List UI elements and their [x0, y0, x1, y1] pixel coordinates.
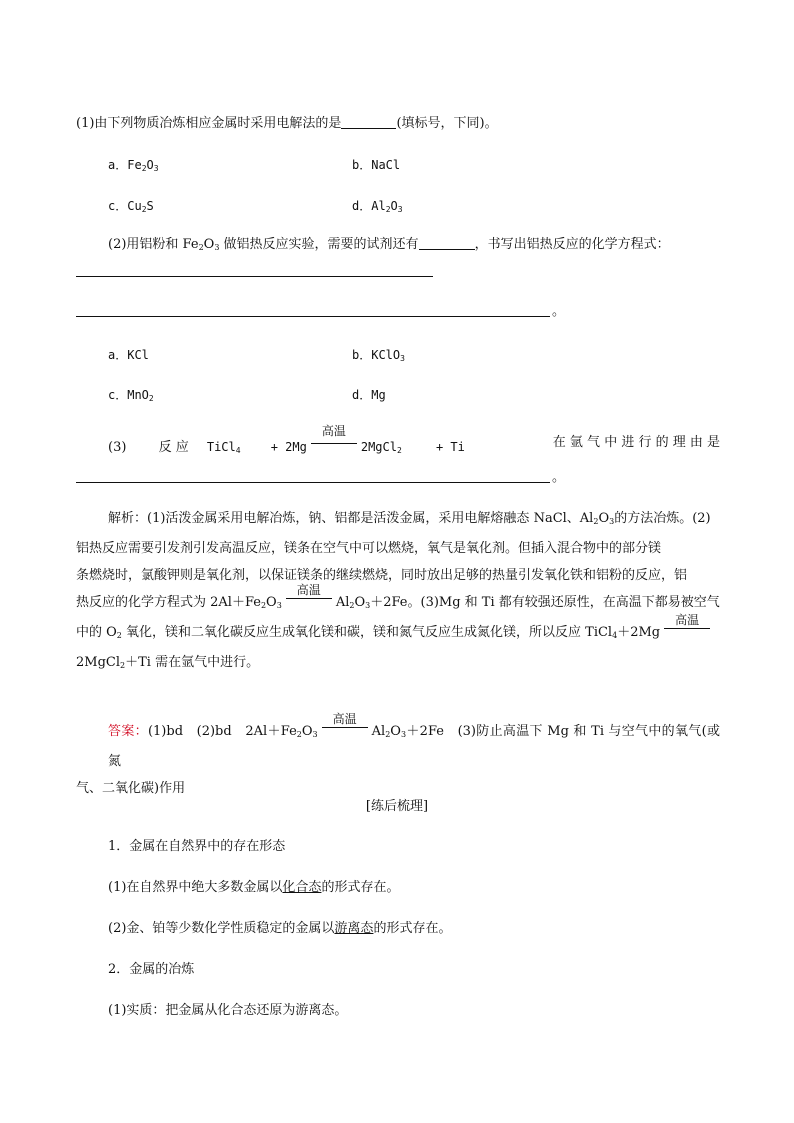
question-2: (2)用铝粉和 $Fe_2O_3$ 做铝热反应实验，需要的试剂还有 ，书写出铝热反应的化学方程式： [108, 237, 670, 252]
question-1-number: (1) [76, 116, 95, 131]
review-heading-2: 2．金属的冶炼 [108, 962, 195, 977]
option-1d: d．$Al_2O_3$ [352, 199, 403, 214]
question-1-text: 由下列物质冶炼相应金属时采用电解法的是 [94, 116, 342, 131]
option-1b: b．NaCl [352, 158, 401, 172]
review-paragraph-3: (1)实质：把金属从化合态还原为游离态。 [108, 1003, 348, 1018]
answer-line-2-end: 。 [552, 304, 566, 319]
reaction-condition-arrow: 高温 [286, 589, 332, 607]
underlined-term: 化合态 [282, 880, 322, 895]
review-paragraph-1: (1)在自然界中绝大多数金属以化合态的形式存在。 [108, 880, 400, 895]
option-2c: c．MnO$_2$ [108, 388, 154, 403]
answer-blank-2[interactable] [419, 237, 475, 250]
option-1c: c．$Cu_2S$ [108, 199, 154, 214]
section-title: [练后梳理] [365, 799, 429, 814]
answer-blank-1[interactable] [341, 116, 396, 129]
review-heading-1: 1．金属在自然界中的存在形态 [108, 839, 286, 854]
option-2a: a．KCl [108, 348, 149, 362]
option-1a: a．$Fe_2O_3$ [108, 158, 159, 173]
answer-label: 答案： [108, 724, 148, 739]
reaction-condition-arrow: 高温 [311, 434, 357, 452]
answer-line-3[interactable] [76, 482, 550, 483]
answer-line-3-end: 。 [552, 470, 566, 485]
option-2b: b．KClO$_3$ [352, 348, 405, 363]
reaction-condition-arrow: 高温 [322, 718, 368, 736]
question-3: (3) 反 应 TiCl$_4$ + 2Mg 高温 2MgCl$_2$ + Ti 在 氩 气 中 进 行 的 理 由 是 [108, 424, 720, 455]
review-paragraph-2: (2)金、铂等少数化学性质稳定的金属以游离态的形式存在。 [108, 921, 452, 936]
option-2d: d．Mg [352, 388, 386, 402]
question-1 [76, 115, 498, 133]
reaction-condition-arrow: 高温 [664, 619, 710, 637]
answer-line-2a[interactable] [76, 276, 433, 277]
analysis: 解析：(1)活泼金属采用电解冶炼，钠、铝都是活泼金属，采用电解熔融态 NaCl、$Al_2O_3$的方法冶炼。(2) 铝热反应需要引发剂引发高温反应，镁条在空气中可以燃烧，氧气是氧化剂。但插入混合物中的部分镁 条燃烧时，氯酸钾则是氧化剂，以保证镁条的继续燃烧，同时放出足够的热量引发氧化铁和铝粉的反应，铝 热反应的化学方程式为 $2Al+Fe_2O_3$ 高温 $Al_2O_3+2Fe$。(3)Mg 和 Ti 都有较强还原性，在高温下都易被空气 中的 $O_2$ 氧化，镁和二氧化碳反应生成氧化镁和碳，镁和氮气反应生成氮化镁，所以反应 TiCl$_4$＋2Mg 高温 2MgCl$_2$＋Ti 需在氩气中进行。 [76, 511, 720, 670]
question-1-tail: (填标号，下同)。 [396, 116, 498, 131]
underlined-term: 游离态 [334, 921, 374, 936]
answer: 答案：(1)bd (2)bd $2Al+Fe_2O_3$ 高温 $Al_2O_3+2Fe$ (3)防止高温下 Mg 和 Ti 与空气中的氧气(或氮 气、二氧化碳)作用 [76, 712, 720, 796]
answer-line-2b[interactable] [76, 316, 550, 317]
analysis-label: 解析： [108, 511, 148, 526]
